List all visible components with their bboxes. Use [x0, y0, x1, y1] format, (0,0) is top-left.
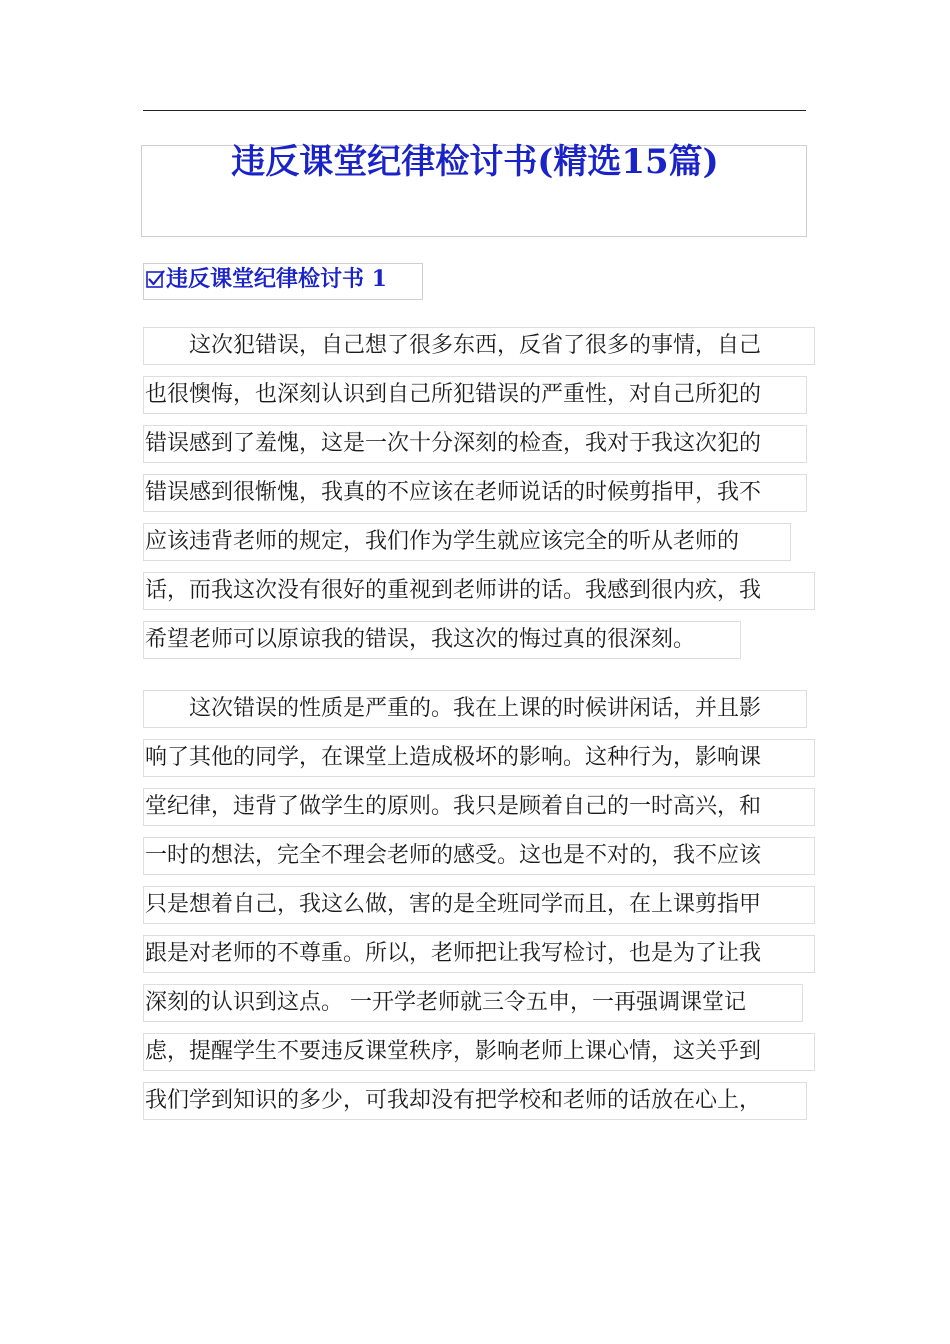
- text-line: 只是想着自己，我这么做，害的是全班同学而且，在上课剪指甲: [143, 886, 815, 924]
- text-line: 一时的想法，完全不理会老师的感受。这也是不对的，我不应该: [143, 837, 815, 875]
- text-line: 堂纪律，违背了做学生的原则。我只是顾着自己的一时高兴，和: [143, 788, 815, 826]
- text-line: 我们学到知识的多少，可我却没有把学校和老师的话放在心上，: [143, 1082, 807, 1120]
- text-line: 希望老师可以原谅我的错误，我这次的悔过真的很深刻。: [143, 621, 741, 659]
- text-line: 错误感到了羞愧，这是一次十分深刻的检查，我对于我这次犯的: [143, 425, 807, 463]
- text-line: 跟是对老师的不尊重。所以，老师把让我写检讨，也是为了让我: [143, 935, 815, 973]
- text-line: 虑，提醒学生不要违反课堂秩序，影响老师上课心情，这关乎到: [143, 1033, 815, 1071]
- text-line: 应该违背老师的规定，我们作为学生就应该完全的听从老师的: [143, 523, 791, 561]
- checkbox-checked-icon: [146, 270, 165, 289]
- text-line: 响了其他的同学，在课堂上造成极坏的影响。这种行为，影响课: [143, 739, 815, 777]
- text-line: 这次错误的性质是严重的。我在上课的时候讲闲话，并且影: [143, 690, 807, 728]
- text-line: 错误感到很惭愧，我真的不应该在老师说话的时候剪指甲，我不: [143, 474, 807, 512]
- text-line: 深刻的认识到这点。 一开学老师就三令五申，一再强调课堂记: [143, 984, 803, 1022]
- text-line: 话，而我这次没有很好的重视到老师讲的话。我感到很内疚，我: [143, 572, 815, 610]
- text-line: 也很懊悔，也深刻认识到自己所犯错误的严重性，对自己所犯的: [143, 376, 807, 414]
- document-title: 违反课堂纪律检讨书(精选15篇): [231, 142, 719, 182]
- text-line: 这次犯错误，自己想了很多东西，反省了很多的事情，自己: [143, 327, 815, 365]
- section-heading: 违反课堂纪律检讨书 1: [166, 266, 387, 292]
- top-rule: [143, 110, 806, 111]
